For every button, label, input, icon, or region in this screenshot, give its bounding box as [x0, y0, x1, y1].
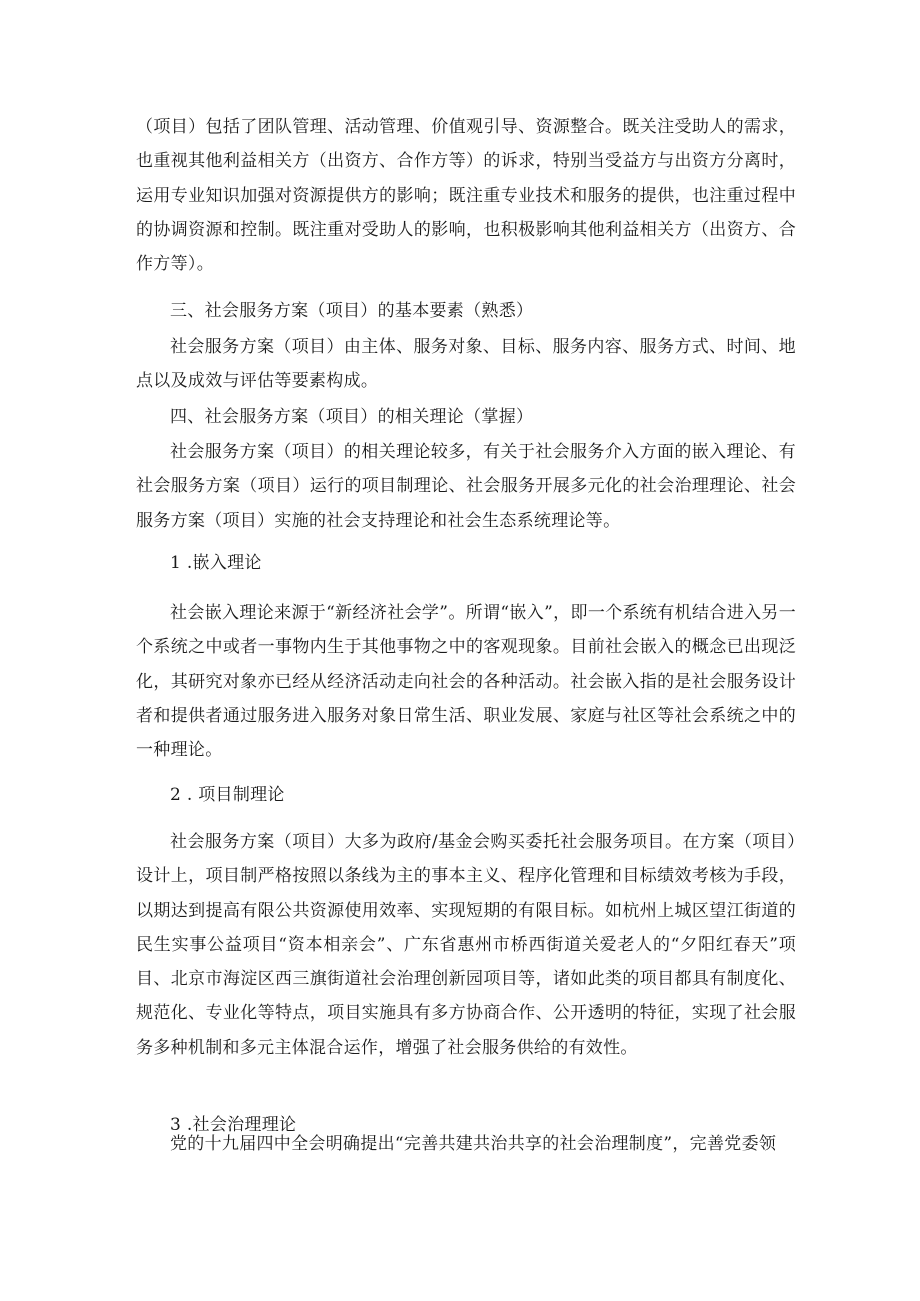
paragraph-embedding-theory: [136, 596, 796, 767]
section-heading-related-theories: [136, 400, 796, 434]
section-heading: 三、社会服务方案（项目）的基本要素（熟悉）: [170, 301, 534, 321]
subheading: 3 .社会治理理论: [170, 1115, 297, 1135]
body-text: 社会服务方案（项目）的相关理论较多，有关于社会服务介入方面的嵌入理论、有社会服务方案（项目）运行的项目制理论、社会服务开展多元化的社会治理理论、社会服务方案（项目）实施的社会支持理论和社会生态系统理论等。: [136, 442, 796, 531]
body-text: 社会嵌入理论来源于“新经济社会学”。所谓“嵌入”，即一个系统有机结合进入另一个系统之中或者一事物内生于其他事物之中的客观现象。目前社会嵌入的概念已出现泛化，其研究对象亦已经从经济活动走向社会的各种活动。社会嵌入指的是社会服务设计者和提供者通过服务进入服务对象日常生活、职业发展、家庭与社区等社会系统之中的一种理论。: [136, 603, 796, 761]
body-text: 党的十九届四中全会明确提出“完善共建共治共享的社会治理制度”，完善党委领: [170, 1134, 777, 1154]
paragraph-project-system-theory: [136, 825, 796, 1065]
paragraph-related-theories: [136, 435, 796, 538]
section-heading: 四、社会服务方案（项目）的相关理论（掌握）: [170, 407, 534, 427]
subheading-embedding-theory: [136, 546, 796, 580]
body-text: 社会服务方案（项目）大多为政府/基金会购买委托社会服务项目。在方案（项目）设计上，项目制严格按照以条线为主的事本主义、程序化管理和目标绩效考核为手段，以期达到提高有限公共资源使用效率、实现短期的有限目标。如杭州上城区望江街道的民生实事公益项目“资本相亲会”、广东省惠州市桥西街道关爱老人的“夕阳红春天”项目、北京市海淀区西三旗街道社会治理创新园项目等，诸如此类的项目都具有制度化、规范化、专业化等特点，项目实施具有多方协商合作、公开透明的特征，实现了社会服务多种机制和多元主体混合运作，增强了社会服务供给的有效性。: [136, 832, 796, 1058]
body-text: （项目）包括了团队管理、活动管理、价值观引导、资源整合。既关注受助人的需求，也重视其他利益相关方（出资方、合作方等）的诉求，特别当受益方与出资方分离时，运用专业知识加强对资源提供方的影响；既注重专业技术和服务的提供，也注重过程中的协调资源和控制。既注重对受助人的影响，也积极影响其他利益相关方（出资方、合作方等）。: [136, 117, 796, 275]
subheading-project-system-theory: [136, 778, 796, 812]
paragraph-basic-elements: [136, 330, 796, 399]
subheading: 1 .嵌入理论: [170, 553, 262, 573]
subheading: 2 . 项目制理论: [170, 785, 285, 805]
paragraph-project-management: [136, 110, 796, 281]
section-heading-basic-elements: [136, 294, 796, 328]
paragraph-social-governance-theory: [136, 1127, 796, 1161]
body-text: 社会服务方案（项目）由主体、服务对象、目标、服务内容、服务方式、时间、地点以及成效与评估等要素构成。: [136, 337, 796, 392]
